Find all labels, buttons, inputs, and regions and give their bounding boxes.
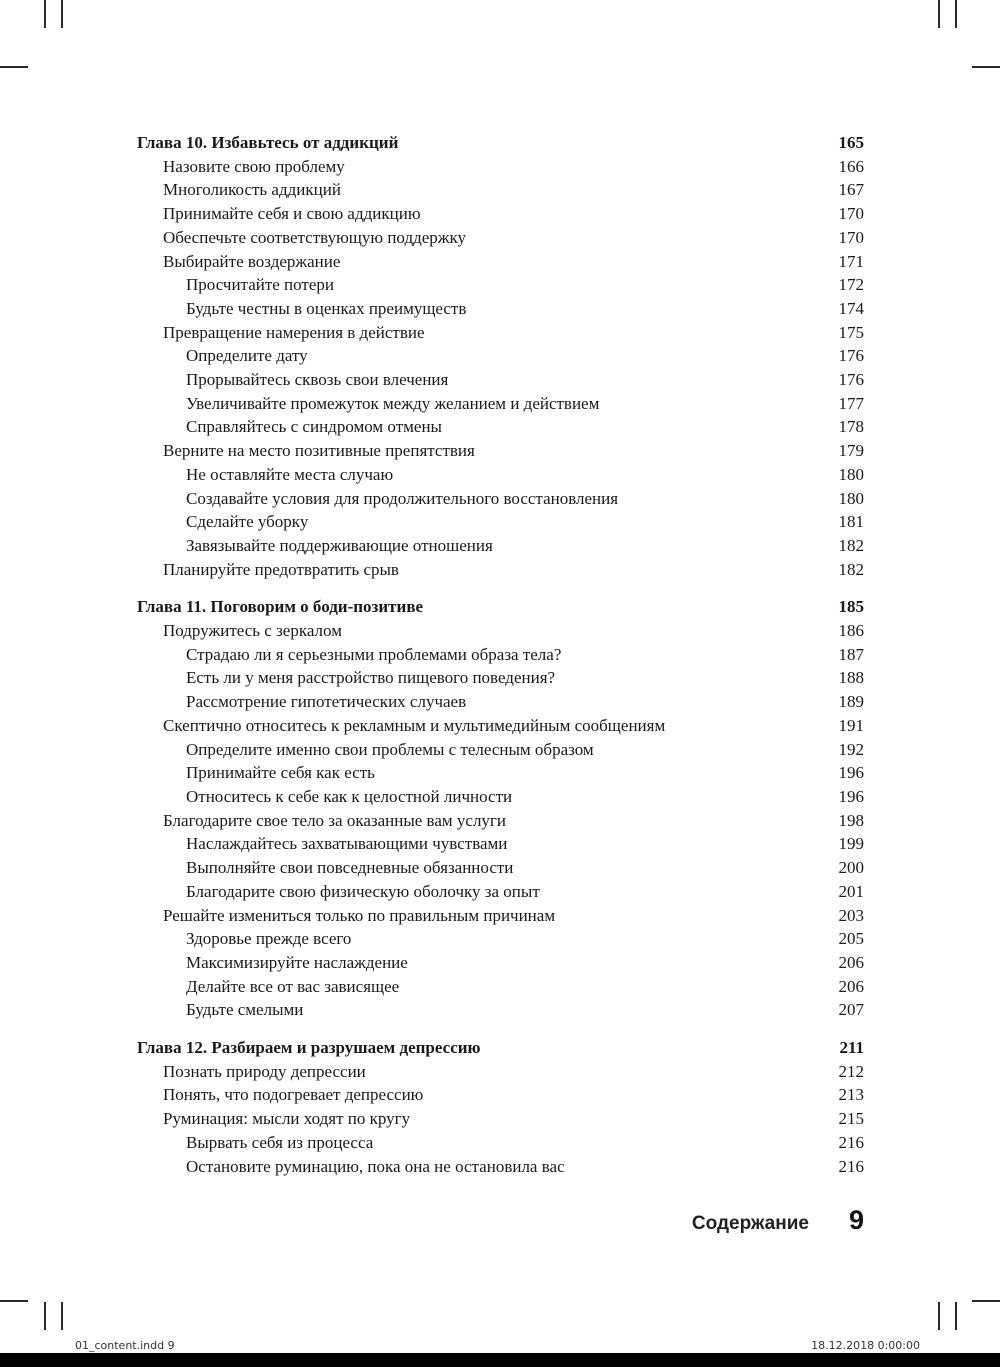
toc-entry-title: Максимизируйте наслаждение: [186, 952, 408, 972]
toc-entry-page: 170: [838, 204, 864, 224]
crop-mark: [972, 1300, 1000, 1302]
toc-entry-page: 192: [838, 739, 864, 759]
toc-row: [137, 202, 864, 226]
toc-entry-page: 212: [838, 1061, 864, 1081]
toc-entry-page: 180: [838, 488, 864, 508]
toc-row: [137, 297, 864, 321]
toc-entry-page: 196: [838, 763, 864, 783]
toc-row: [137, 761, 864, 785]
crop-mark: [44, 1302, 46, 1330]
toc-entry-title: Многоликость аддикций: [163, 180, 341, 200]
toc-row: [137, 975, 864, 999]
toc-entry-title: Будьте честны в оценках преимуществ: [186, 298, 467, 318]
toc-row: [137, 832, 864, 856]
toc-entry-page: 181: [838, 512, 864, 532]
toc-row: [137, 998, 864, 1022]
toc-entry-page: 186: [838, 621, 864, 641]
prepress-filename: 01_content.indd 9: [75, 1339, 175, 1352]
toc-row: [137, 510, 864, 534]
toc-entry-title: Благодарите свою физическую оболочку за опыт: [186, 881, 540, 901]
toc-entry-page: 165: [838, 133, 864, 152]
footer-page-number: 9: [848, 1205, 864, 1235]
toc-entry-title: Создавайте условия для продолжительного восстановления: [186, 488, 619, 508]
toc-row: [137, 415, 864, 439]
toc-entry-page: 182: [838, 559, 864, 579]
crop-mark: [0, 66, 28, 68]
toc-entry-title: Здоровье прежде всего: [186, 929, 352, 949]
toc-entry-page: 207: [838, 1000, 864, 1020]
toc-entry-title: Благодарите свое тело за оказанные вам услуги: [163, 810, 506, 830]
toc-entry-title: Решайте измениться только по правильным причинам: [163, 905, 556, 925]
toc-row: [137, 250, 864, 274]
crop-mark: [0, 1300, 28, 1302]
toc-entry-title: Принимайте себя как есть: [186, 763, 375, 783]
toc-entry-title: Выполняйте свои повседневные обязанности: [186, 858, 514, 878]
toc-entry-page: 170: [838, 227, 864, 247]
toc-row: [137, 558, 864, 582]
toc-entry-page: 198: [838, 810, 864, 830]
toc-entry-title: Принимайте себя и свою аддикцию: [163, 204, 421, 224]
toc-row: [137, 178, 864, 202]
toc-entry-title: Понять, что подогревает депрессию: [163, 1085, 424, 1105]
toc-entry-title: Превращение намерения в действие: [163, 322, 425, 342]
toc-row: [137, 344, 864, 368]
toc-row: [137, 714, 864, 738]
toc-row: [137, 463, 864, 487]
bottom-black-bar: [0, 1353, 1000, 1367]
crop-mark: [61, 0, 63, 28]
toc-entry-title: Планируйте предотвратить срыв: [163, 559, 399, 579]
toc-row: [137, 1083, 864, 1107]
toc-chapter-row: [137, 1036, 864, 1060]
crop-mark: [955, 0, 957, 28]
toc-entry-title: Глава 12. Разбираем и разрушаем депрессию: [137, 1038, 481, 1058]
crop-mark: [938, 0, 940, 28]
toc-entry-page: 176: [838, 370, 864, 390]
toc-entry-page: 182: [838, 535, 864, 555]
toc-entry-page: 200: [838, 858, 864, 878]
footer-section-label: Содержание: [691, 1213, 809, 1234]
toc-row: [137, 1060, 864, 1084]
toc-entry-page: 189: [838, 692, 864, 712]
toc-row: [137, 487, 864, 511]
toc-entry-title: Относитесь к себе как к целостной личности: [186, 786, 513, 806]
toc-entry-page: 199: [838, 834, 864, 854]
toc-entry-title: Сделайте уборку: [186, 512, 309, 532]
toc-entry-title: Есть ли у меня расстройство пищевого поведения?: [186, 668, 556, 688]
toc-entry-title: Верните на место позитивные препятствия: [163, 441, 475, 461]
toc-row: [137, 1107, 864, 1131]
toc-row: [137, 690, 864, 714]
toc-row: [137, 785, 864, 809]
toc-entry-title: Руминация: мысли ходят по кругу: [163, 1109, 411, 1129]
toc-entry-title: Вырвать себя из процесса: [186, 1132, 374, 1152]
toc-entry-title: Подружитесь с зеркалом: [163, 621, 342, 641]
toc-entry-title: Справляйтесь с синдромом отмены: [186, 417, 442, 437]
toc-entry-page: 213: [838, 1085, 864, 1105]
toc-chapter-row: [137, 595, 864, 619]
crop-mark: [44, 0, 46, 28]
toc-entry-page: 171: [838, 251, 864, 271]
toc-entry-page: 176: [838, 346, 864, 366]
toc-row: [137, 155, 864, 179]
toc-entry-page: 216: [838, 1156, 864, 1176]
toc-entry-page: 172: [838, 275, 864, 295]
toc-entry-title: Делайте все от вас зависящее: [186, 976, 400, 996]
crop-mark: [955, 1302, 957, 1330]
toc-row: [137, 927, 864, 951]
toc-entry-title: Определите дату: [186, 346, 308, 366]
toc-row: [137, 951, 864, 975]
toc-entry-page: 216: [838, 1132, 864, 1152]
toc-entry-page: 205: [838, 929, 864, 949]
toc-row: [137, 619, 864, 643]
toc-entry-page: 201: [838, 881, 864, 901]
toc-row: [137, 643, 864, 667]
toc-entry-title: Просчитайте потери: [186, 275, 335, 295]
toc-entry-title: Выбирайте воздержание: [163, 251, 341, 271]
toc-entry-page: 211: [839, 1038, 864, 1058]
toc-entry-page: 206: [838, 976, 864, 996]
toc-entry-page: 179: [838, 441, 864, 461]
crop-mark: [972, 66, 1000, 68]
toc-row: [137, 904, 864, 928]
toc-entry-title: Прорывайтесь сквозь свои влечения: [186, 370, 449, 390]
toc-row: [137, 392, 864, 416]
toc-row: [137, 856, 864, 880]
toc-row: [137, 534, 864, 558]
toc-entry-title: Назовите свою проблему: [163, 156, 345, 176]
crop-mark: [938, 1302, 940, 1330]
toc-entry-page: 180: [838, 464, 864, 484]
toc-row: [137, 880, 864, 904]
toc-entry-title: Будьте смелыми: [186, 1000, 304, 1020]
toc-row: [137, 439, 864, 463]
toc-entry-title: Глава 11. Поговорим о боди-позитиве: [137, 597, 424, 617]
toc-row: [137, 226, 864, 250]
toc-row: [137, 738, 864, 762]
toc-row: [137, 809, 864, 833]
toc-row: [137, 368, 864, 392]
prepress-info-line: [75, 1339, 920, 1352]
page-footer: [692, 1205, 864, 1236]
toc-entry-page: 187: [838, 644, 864, 664]
toc-entry-page: 178: [838, 417, 864, 437]
toc-entry-page: 206: [838, 952, 864, 972]
toc-entry-title: Определите именно свои проблемы с телесным образом: [186, 739, 594, 759]
toc-entry-page: 174: [838, 298, 864, 318]
toc-entry-page: 215: [838, 1109, 864, 1129]
toc-entry-page: 175: [838, 322, 864, 342]
prepress-timestamp: 18.12.2018 0:00:00: [811, 1339, 920, 1352]
toc-row: [137, 273, 864, 297]
toc-chapter-row: [137, 131, 864, 155]
toc-entry-title: Завязывайте поддерживающие отношения: [186, 535, 493, 555]
toc-entry-page: 191: [838, 715, 864, 735]
toc-entry-title: Увеличивайте промежуток между желанием и действием: [186, 393, 600, 413]
toc-entry-page: 185: [838, 597, 864, 617]
toc-entry-page: 196: [838, 786, 864, 806]
toc-entry-title: Глава 10. Избавьтесь от аддикций: [137, 133, 399, 152]
toc-entry-title: Рассмотрение гипотетических случаев: [186, 692, 467, 712]
toc-entry-title: Познать природу депрессии: [163, 1061, 366, 1081]
toc-entry-page: 167: [838, 180, 864, 200]
toc-entry-title: Наслаждайтесь захватывающими чувствами: [186, 834, 508, 854]
toc-entry-title: Не оставляйте места случаю: [186, 464, 394, 484]
crop-mark: [61, 1302, 63, 1330]
toc-entry-title: Скептично относитесь к рекламным и мультимедийным сообщениям: [163, 715, 666, 735]
toc-entry-title: Остановите руминацию, пока она не остановила вас: [186, 1156, 565, 1176]
toc-entry-page: 188: [838, 668, 864, 688]
table-of-contents: [137, 131, 864, 1178]
toc-entry-title: Обеспечьте соответствующую поддержку: [163, 227, 467, 247]
toc-row: [137, 666, 864, 690]
toc-entry-title: Страдаю ли я серьезными проблемами образа тела?: [186, 644, 562, 664]
toc-entry-page: 166: [838, 156, 864, 176]
toc-entry-page: 203: [838, 905, 864, 925]
toc-row: [137, 321, 864, 345]
toc-row: [137, 1131, 864, 1155]
toc-entry-page: 177: [838, 393, 864, 413]
toc-row: [137, 1155, 864, 1179]
